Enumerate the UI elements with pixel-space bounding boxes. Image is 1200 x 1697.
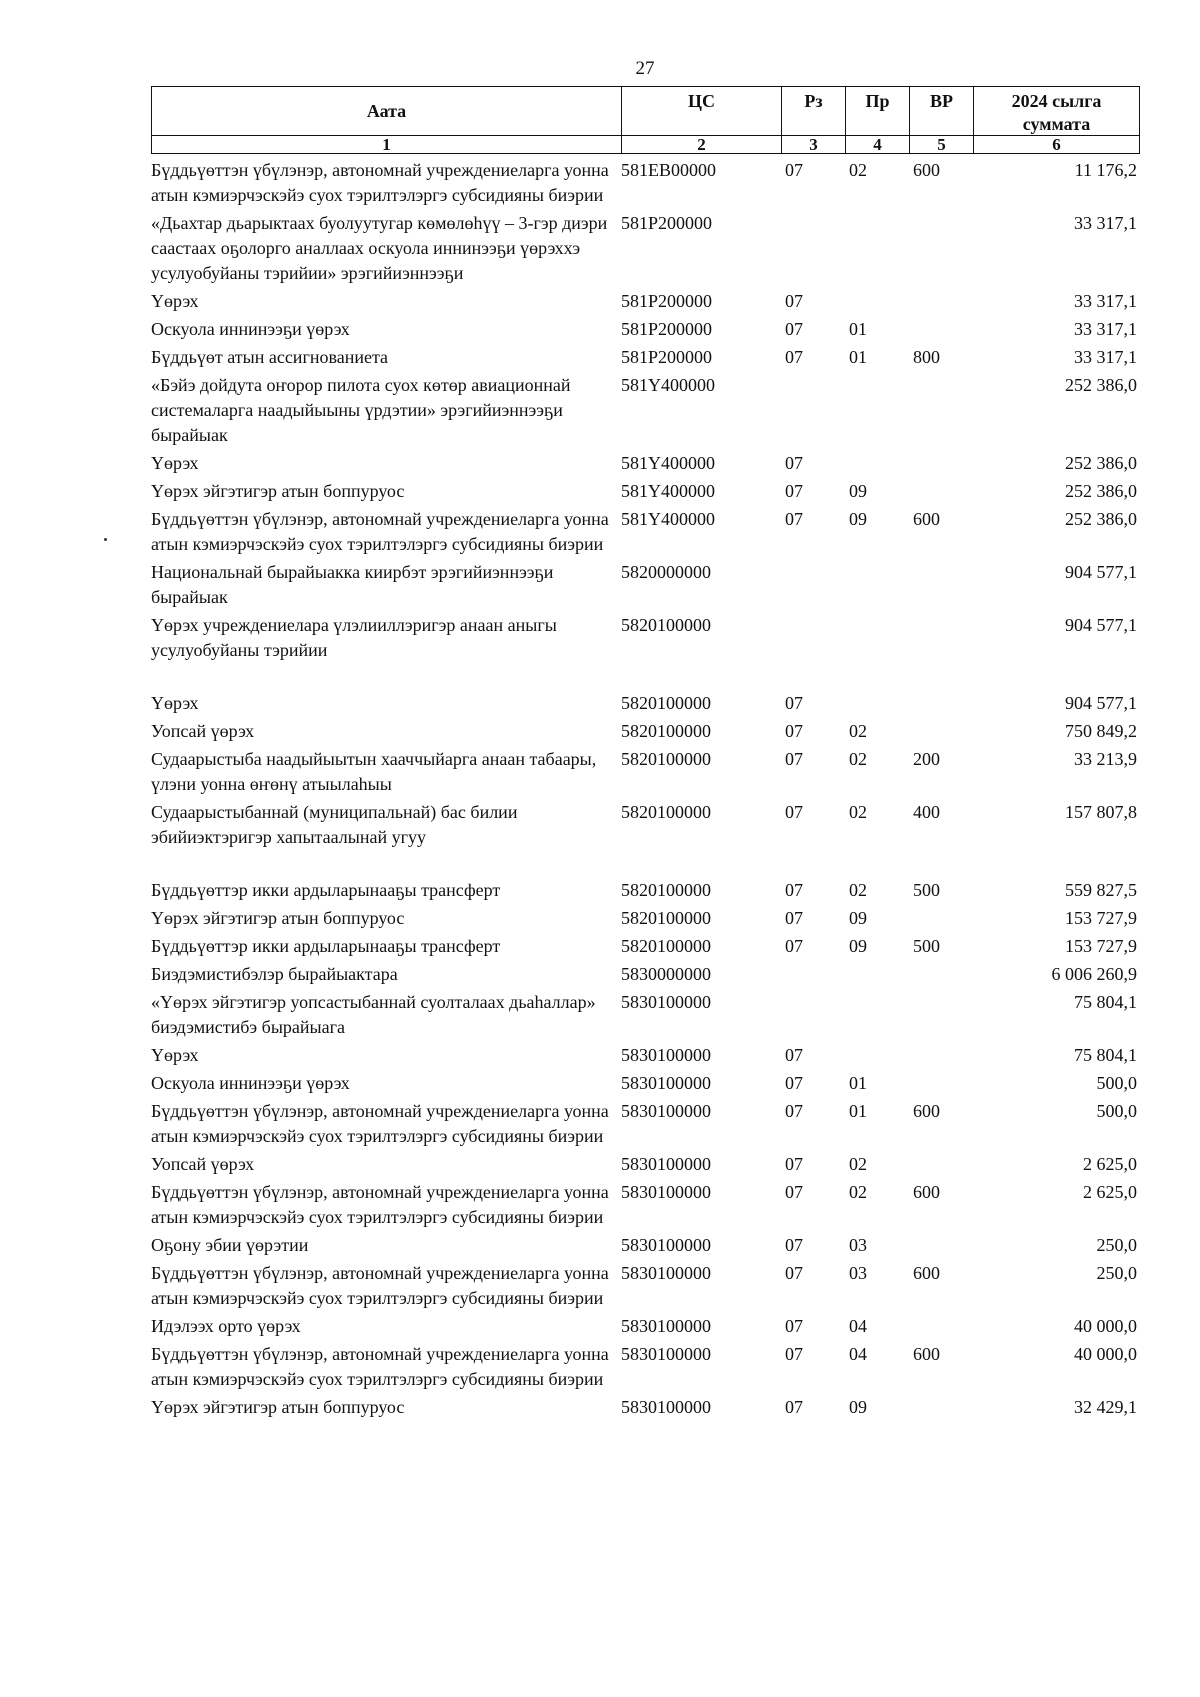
header-num-6: 6 — [974, 136, 1140, 154]
table-row — [151, 1099, 1139, 1152]
row-sum: 500,0 — [1096, 1101, 1137, 1121]
header-name: Аата — [152, 87, 622, 136]
header-sum-line1: 2024 сылга — [1011, 91, 1102, 111]
row-pr-code — [845, 691, 909, 719]
row-rz-code: 07 — [785, 1101, 803, 1121]
row-name: Үөрэх — [151, 453, 199, 473]
row-name: «Бэйэ дойдута оҥорор пилота суох көтөр авиационнай системаларга наадыйыыны үрдэтии» эрэгийиэннээҕи бырайыак — [151, 375, 571, 445]
row-pr-code: 01 — [849, 319, 867, 339]
row-rz-code — [781, 373, 845, 451]
row-rz-code: 07 — [785, 908, 803, 928]
row-cs-code: 581P200000 — [621, 319, 713, 339]
row-rz-code: 07 — [785, 1045, 803, 1065]
row-sum: 11 176,2 — [1074, 160, 1137, 180]
header-vr: ВР — [910, 87, 974, 136]
row-vr-code — [909, 560, 973, 613]
table-row — [151, 691, 1139, 719]
row-sum: 904 577,1 — [1065, 693, 1137, 713]
row-name: Бүддьүөттэн үбүлэнэр, автономнай учреждениеларга уонна атын кэмиэрчэскэйэ суох тэрилтэлэргэ субсидияны биэрии — [151, 509, 609, 554]
row-sum: 2 625,0 — [1083, 1182, 1137, 1202]
row-name: Судаарыстыбаннай (муниципальнай) бас билии эбийиэктэригэр хапытаалынай угуу — [151, 802, 518, 847]
row-cs-code: 5820100000 — [621, 693, 711, 713]
row-name: «Дьахтар дьарыктаах буолуутугар көмөлөһүү – 3-гэр диэри саастаах оҕолорго аналлаах оскуола иннинээҕи үөрэххэ усулуобуйаны тэрийии» эрэгийиэннээҕи — [151, 213, 608, 283]
table-row — [151, 373, 1139, 451]
header-num-3: 3 — [782, 136, 846, 154]
row-cs-code: 581Y400000 — [621, 509, 715, 529]
row-vr-code — [909, 289, 973, 317]
row-sum: 32 429,1 — [1074, 1397, 1137, 1417]
row-sum: 153 727,9 — [1065, 936, 1137, 956]
row-pr-code: 02 — [849, 880, 867, 900]
row-cs-code: 5820100000 — [621, 721, 711, 741]
row-vr-code — [909, 1152, 973, 1180]
row-name: Бүддьүөттэн үбүлэнэр, автономнай учреждениеларга уонна атын кэмиэрчэскэйэ суох тэрилтэлэргэ субсидияны биэрии — [151, 1263, 609, 1308]
row-cs-code: 581Y400000 — [621, 481, 715, 501]
table-row — [151, 158, 1139, 211]
row-sum: 904 577,1 — [1065, 562, 1137, 582]
table-row — [151, 1342, 1139, 1395]
row-sum: 2 625,0 — [1083, 1154, 1137, 1174]
row-name: Үөрэх эйгэтигэр атын боппуруос — [151, 908, 405, 928]
row-rz-code: 07 — [785, 693, 803, 713]
row-vr-code — [909, 1071, 973, 1099]
row-pr-code: 01 — [849, 1101, 867, 1121]
row-cs-code: 5820100000 — [621, 749, 711, 769]
row-name: Үөрэх эйгэтигэр атын боппуруос — [151, 481, 405, 501]
row-vr-code: 500 — [913, 936, 940, 956]
row-cs-code: 5830100000 — [621, 992, 711, 1012]
row-name: Уопсай үөрэх — [151, 1154, 255, 1174]
row-name: Үөрэх эйгэтигэр атын боппуруос — [151, 1397, 405, 1417]
row-cs-code: 5830100000 — [621, 1316, 711, 1336]
row-cs-code: 5830100000 — [621, 1154, 711, 1174]
row-sum: 904 577,1 — [1065, 615, 1137, 635]
row-sum: 559 827,5 — [1065, 880, 1137, 900]
row-sum: 33 317,1 — [1074, 291, 1137, 311]
row-rz-code: 07 — [785, 509, 803, 529]
row-cs-code: 5830100000 — [621, 1235, 711, 1255]
row-rz-code: 07 — [785, 291, 803, 311]
row-pr-code: 02 — [849, 1182, 867, 1202]
header-cs: ЦС — [622, 87, 782, 136]
row-pr-code — [845, 289, 909, 317]
stray-mark — [104, 538, 107, 541]
row-vr-code — [909, 906, 973, 934]
row-vr-code: 600 — [913, 1344, 940, 1364]
row-sum: 153 727,9 — [1065, 908, 1137, 928]
row-cs-code: 5830100000 — [621, 1263, 711, 1283]
row-cs-code: 5820100000 — [621, 908, 711, 928]
row-cs-code: 5830100000 — [621, 1182, 711, 1202]
row-rz-code: 07 — [785, 319, 803, 339]
row-sum: 250,0 — [1096, 1235, 1137, 1255]
table-row — [151, 934, 1139, 962]
row-pr-code — [845, 990, 909, 1043]
row-name: Үөрэх учреждениелара үлэлииллэригэр анаан аныгы усулуобуйаны тэрийии — [151, 615, 557, 660]
row-sum: 500,0 — [1096, 1073, 1137, 1093]
row-pr-code: 01 — [849, 1073, 867, 1093]
row-vr-code — [909, 451, 973, 479]
row-vr-code — [909, 479, 973, 507]
row-cs-code: 5820100000 — [621, 936, 711, 956]
row-rz-code: 07 — [785, 1316, 803, 1336]
row-vr-code — [909, 719, 973, 747]
row-pr-code — [845, 211, 909, 289]
row-pr-code — [845, 1043, 909, 1071]
row-pr-code: 02 — [849, 749, 867, 769]
row-pr-code: 03 — [849, 1235, 867, 1255]
table-row — [151, 1261, 1139, 1314]
row-cs-code: 5830100000 — [621, 1045, 711, 1065]
budget-table — [151, 158, 1139, 1423]
row-pr-code: 02 — [849, 802, 867, 822]
table-row — [151, 962, 1139, 990]
row-cs-code: 5830100000 — [621, 1344, 711, 1364]
row-sum: 750 849,2 — [1065, 721, 1137, 741]
row-vr-code: 200 — [913, 749, 940, 769]
row-vr-code — [909, 990, 973, 1043]
row-rz-code: 07 — [785, 880, 803, 900]
row-name: Үөрэх — [151, 1045, 199, 1065]
row-rz-code: 07 — [785, 453, 803, 473]
row-cs-code: 581EB00000 — [621, 160, 717, 180]
header-num-5: 5 — [910, 136, 974, 154]
header-sum-line2: суммата — [1022, 114, 1091, 134]
row-sum: 250,0 — [1096, 1263, 1137, 1283]
row-vr-code — [909, 373, 973, 451]
header-pr: Пр — [846, 87, 910, 136]
table-row — [151, 345, 1139, 373]
row-sum: 33 317,1 — [1074, 319, 1137, 339]
row-cs-code: 5820100000 — [621, 802, 711, 822]
row-sum: 252 386,0 — [1065, 453, 1137, 473]
row-vr-code — [909, 1314, 973, 1342]
row-vr-code: 600 — [913, 160, 940, 180]
row-pr-code: 09 — [849, 908, 867, 928]
row-vr-code — [909, 317, 973, 345]
row-rz-code — [781, 613, 845, 691]
row-name: Национальнай бырайыакка киирбэт эрэгийиэннээҕи бырайыак — [151, 562, 554, 607]
row-pr-code — [845, 373, 909, 451]
table-row — [151, 289, 1139, 317]
row-rz-code: 07 — [785, 936, 803, 956]
row-cs-code: 5820100000 — [621, 880, 711, 900]
row-name: Бүддьүөттэр икки ардыларынааҕы трансферт — [151, 936, 501, 956]
table-row — [151, 1395, 1139, 1423]
table-row — [151, 211, 1139, 289]
row-vr-code — [909, 211, 973, 289]
row-name: Идэлээх орто үөрэх — [151, 1316, 301, 1336]
row-cs-code: 5830100000 — [621, 1101, 711, 1121]
table-row — [151, 1043, 1139, 1071]
table-row — [151, 747, 1139, 800]
row-pr-code: 03 — [849, 1263, 867, 1283]
row-name: «Үөрэх эйгэтигэр уопсастыбаннай суолталаах дьаһаллар» биэдэмистибэ бырайыага — [151, 992, 596, 1037]
row-vr-code: 400 — [913, 802, 940, 822]
row-vr-code — [909, 962, 973, 990]
row-name: Судаарыстыба наадыйыытын хааччыйарга анаан табаары, үлэни уонна өҥөнү атыылаһыы — [151, 749, 597, 794]
table-row — [151, 878, 1139, 906]
row-vr-code: 600 — [913, 509, 940, 529]
table-row — [151, 560, 1139, 613]
row-cs-code: 581P200000 — [621, 291, 713, 311]
row-pr-code: 09 — [849, 936, 867, 956]
header-num-2: 2 — [622, 136, 782, 154]
row-cs-code: 5820100000 — [621, 615, 711, 635]
row-vr-code — [909, 1233, 973, 1261]
row-vr-code — [909, 691, 973, 719]
row-name: Бүддьүөт атын ассигнованиета — [151, 347, 389, 367]
table-row — [151, 479, 1139, 507]
header-rz: Рз — [782, 87, 846, 136]
row-vr-code — [909, 613, 973, 691]
table-row — [151, 990, 1139, 1043]
header-sum — [974, 87, 1140, 136]
row-rz-code: 07 — [785, 1235, 803, 1255]
row-rz-code — [781, 962, 845, 990]
row-pr-code — [845, 962, 909, 990]
row-cs-code: 5830100000 — [621, 1397, 711, 1417]
row-name: Бүддьүөттэн үбүлэнэр, автономнай учреждениеларга уонна атын кэмиэрчэскэйэ суох тэрилтэлэргэ субсидияны биэрии — [151, 1344, 609, 1389]
row-vr-code: 600 — [913, 1182, 940, 1202]
table-row — [151, 1314, 1139, 1342]
table-header — [151, 86, 1140, 154]
row-sum: 252 386,0 — [1065, 481, 1137, 501]
row-pr-code: 01 — [849, 347, 867, 367]
row-name: Үөрэх — [151, 291, 199, 311]
table-row — [151, 1180, 1139, 1233]
row-rz-code: 07 — [785, 802, 803, 822]
row-sum: 252 386,0 — [1065, 375, 1137, 395]
row-rz-code — [781, 211, 845, 289]
row-pr-code — [845, 451, 909, 479]
table-row — [151, 906, 1139, 934]
row-pr-code: 02 — [849, 721, 867, 741]
table-row — [151, 1152, 1139, 1180]
budget-table-body — [151, 158, 1139, 1423]
row-vr-code: 800 — [913, 347, 940, 367]
row-pr-code: 04 — [849, 1316, 867, 1336]
row-name: Уопсай үөрэх — [151, 721, 255, 741]
row-cs-code: 581P200000 — [621, 347, 713, 367]
row-rz-code: 07 — [785, 347, 803, 367]
table-row — [151, 317, 1139, 345]
header-num-4: 4 — [846, 136, 910, 154]
row-pr-code: 09 — [849, 1397, 867, 1417]
row-vr-code — [909, 1395, 973, 1423]
row-pr-code: 02 — [849, 1154, 867, 1174]
row-pr-code: 04 — [849, 1344, 867, 1364]
table-row — [151, 507, 1139, 560]
row-rz-code: 07 — [785, 160, 803, 180]
row-vr-code — [909, 1043, 973, 1071]
row-sum: 157 807,8 — [1065, 802, 1137, 822]
row-sum: 40 000,0 — [1074, 1316, 1137, 1336]
row-rz-code: 07 — [785, 1182, 803, 1202]
row-pr-code — [845, 560, 909, 613]
row-sum: 33 317,1 — [1074, 347, 1137, 367]
row-sum: 33 317,1 — [1074, 213, 1137, 233]
row-rz-code — [781, 990, 845, 1043]
table-row — [151, 613, 1139, 691]
table-row — [151, 1071, 1139, 1099]
row-name: Үөрэх — [151, 693, 199, 713]
row-rz-code: 07 — [785, 1397, 803, 1417]
header-num-1: 1 — [152, 136, 622, 154]
row-sum: 252 386,0 — [1065, 509, 1137, 529]
row-vr-code: 500 — [913, 880, 940, 900]
row-sum: 75 804,1 — [1074, 1045, 1137, 1065]
table-row — [151, 719, 1139, 747]
row-pr-code: 09 — [849, 509, 867, 529]
row-cs-code: 5820000000 — [621, 562, 711, 582]
row-rz-code: 07 — [785, 749, 803, 769]
row-name: Бүддьүөттэн үбүлэнэр, автономнай учреждениеларга уонна атын кэмиэрчэскэйэ суох тэрилтэлэргэ субсидияны биэрии — [151, 1182, 609, 1227]
row-sum: 75 804,1 — [1074, 992, 1137, 1012]
table-row — [151, 1233, 1139, 1261]
row-rz-code — [781, 560, 845, 613]
row-sum: 40 000,0 — [1074, 1344, 1137, 1364]
table-row — [151, 451, 1139, 479]
row-rz-code: 07 — [785, 481, 803, 501]
row-pr-code: 09 — [849, 481, 867, 501]
row-vr-code: 600 — [913, 1101, 940, 1121]
row-pr-code: 02 — [849, 160, 867, 180]
row-name: Оҕону эбии үөрэтии — [151, 1235, 309, 1255]
row-vr-code: 600 — [913, 1263, 940, 1283]
row-name: Бүддьүөттэн үбүлэнэр, автономнай учреждениеларга уонна атын кэмиэрчэскэйэ суох тэрилтэлэргэ субсидияны биэрии — [151, 1101, 609, 1146]
row-name: Бүддьүөттэр икки ардыларынааҕы трансферт — [151, 880, 501, 900]
row-cs-code: 5830100000 — [621, 1073, 711, 1093]
row-rz-code: 07 — [785, 1344, 803, 1364]
row-rz-code: 07 — [785, 1073, 803, 1093]
row-cs-code: 581Y400000 — [621, 453, 715, 473]
table-row — [151, 800, 1139, 878]
row-cs-code: 581P200000 — [621, 213, 713, 233]
row-name: Бүддьүөттэн үбүлэнэр, автономнай учреждениеларга уонна атын кэмиэрчэскэйэ суох тэрилтэлэргэ субсидияны биэрии — [151, 160, 609, 205]
row-sum: 6 006 260,9 — [1051, 964, 1137, 984]
row-name: Биэдэмистибэлэр бырайыактара — [151, 964, 398, 984]
row-cs-code: 581Y400000 — [621, 375, 715, 395]
row-rz-code: 07 — [785, 721, 803, 741]
row-pr-code — [845, 613, 909, 691]
row-sum: 33 213,9 — [1074, 749, 1137, 769]
page-number: 27 — [635, 58, 655, 79]
row-name: Оскуола иннинээҕи үөрэх — [151, 319, 350, 339]
row-cs-code: 5830000000 — [621, 964, 711, 984]
row-name: Оскуола иннинээҕи үөрэх — [151, 1073, 350, 1093]
row-rz-code: 07 — [785, 1154, 803, 1174]
row-rz-code: 07 — [785, 1263, 803, 1283]
